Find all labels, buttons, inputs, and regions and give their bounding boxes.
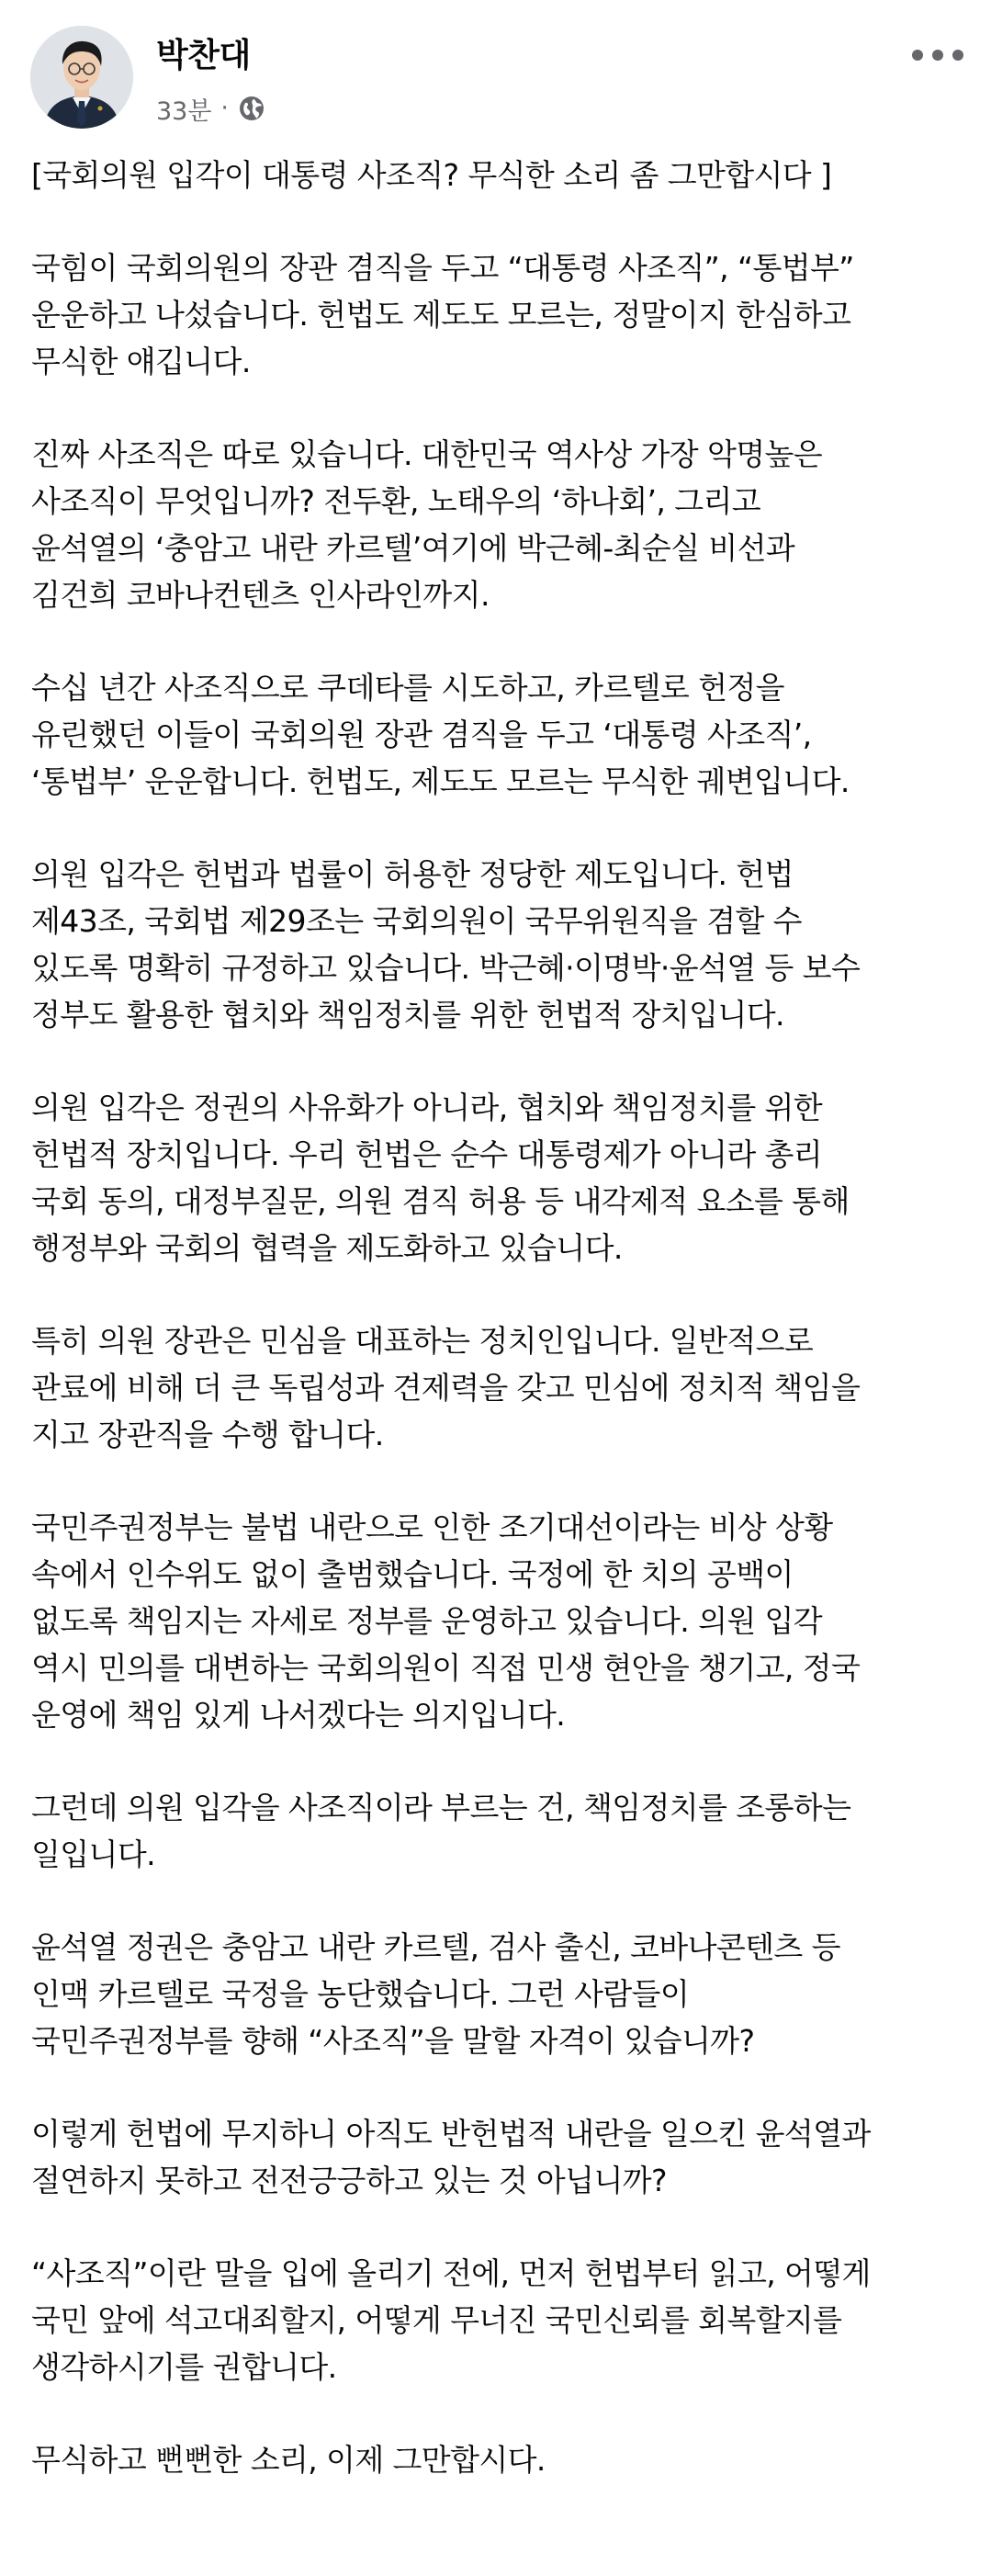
post-paragraph: 무식하고 뻔뻔한 소리, 이제 그만합시다. [31, 2442, 546, 2478]
author-name[interactable]: 박찬대 [156, 37, 251, 74]
post-paragraph: 의원 입각은 정권의 사유화가 아니라, 협치와 책임정치를 위한 헌법적 장치입니다. 우리 헌법은 순수 대통령제가 아니라 총리 국회 동의, 대정부질문, 의원 겸직 허용 등 내각제적 요소를 통해 행정부와 국회의 협력을 제도화하고 있습니다. [31, 1090, 850, 1266]
post-paragraph: 윤석열 정권은 충암고 내란 카르텔, 검사 출신, 코바나콘텐츠 등 인맥 카르텔로 국정을 농단했습니다. 그런 사람들이 국민주권정부를 향해 “사조직”을 말할 자격이 있습니까? [31, 1929, 840, 2059]
post-paragraph: 국민주권정부는 불법 내란으로 인한 조기대선이라는 비상 상황 속에서 인수위도 없이 출범했습니다. 국정에 한 치의 공백이 없도록 책임지는 자세로 정부를 운영하고 있습니다. 의원 입각 역시 민의를 대변하는 국회의원이 직접 민생 현안을 챙기고, 정국 운영에 책임 있게 나서겠다는 의지입니다. [31, 1509, 861, 1733]
post-paragraph: 국힘이 국회의원의 장관 겸직을 두고 “대통령 사조직”, “통법부” 운운하고 나섰습니다. 헌법도 제도도 모르는, 정말이지 한심하고 무식한 얘깁니다. [31, 250, 854, 379]
more-horizontal-icon [910, 49, 965, 62]
post-paragraph: 수십 년간 사조직으로 쿠데타를 시도하고, 카르텔로 헌정을 유린했던 이들이 국회의원 장관 겸직을 두고 ‘대통령 사조직’, ‘통법부’ 운운합니다. 헌법도, 제도도 모르는 무식한 궤변입니다. [31, 670, 850, 799]
post-paragraph: 진짜 사조직은 따로 있습니다. 대한민국 역사상 가장 악명높은 사조직이 무엇입니까? 전두환, 노태우의 ‘하나회’, 그리고 윤석열의 ‘충암고 내란 카르텔’여기에 박근혜-최순실 비선과 김건희 코바나컨텐츠 인사라인까지. [31, 436, 823, 613]
post-text [31, 152, 959, 2529]
globe-icon[interactable] [238, 95, 265, 122]
avatar[interactable] [30, 26, 133, 129]
post-timestamp[interactable]: 33분 [156, 96, 212, 126]
post-paragraph: 이렇게 헌법에 무지하니 아직도 반헌법적 내란을 일으킨 윤석열과 절연하지 못하고 전전긍긍하고 있는 것 아닙니까? [31, 2116, 871, 2198]
post-paragraph: “사조직”이란 말을 입에 올리기 전에, 먼저 헌법부터 읽고, 어떻게 국민 앞에 석고대죄할지, 어떻게 무너진 국민신뢰를 회복할지를 생각하시기를 권합니다. [31, 2255, 871, 2385]
meta-separator: · [220, 95, 229, 122]
avatar-image [30, 26, 133, 129]
post-paragraph: 특히 의원 장관은 민심을 대표하는 정치인입니다. 일반적으로 관료에 비해 더 큰 독립성과 견제력을 갖고 민심에 정치적 책임을 지고 장관직을 수행 합니다. [31, 1323, 861, 1452]
post-paragraph: 그런데 의원 입각을 사조직이라 부르는 건, 책임정치를 조롱하는 일입니다. [31, 1790, 851, 1872]
more-options-button[interactable] [905, 31, 971, 79]
post-meta [156, 90, 265, 127]
post-header [0, 0, 991, 156]
post-paragraph: [국회의원 입각이 대통령 사조직? 무식한 소리 좀 그만합시다 ] [31, 157, 832, 193]
post-paragraph: 의원 입각은 헌법과 법률이 허용한 정당한 제도입니다. 헌법 제43조, 국회법 제29조는 국회의원이 국무위원직을 겸할 수 있도록 명확히 규정하고 있습니다. 박근혜·이명박·윤석열 등 보수 정부도 활용한 협치와 책임정치를 위한 헌법적 장치입니다. [31, 856, 861, 1033]
